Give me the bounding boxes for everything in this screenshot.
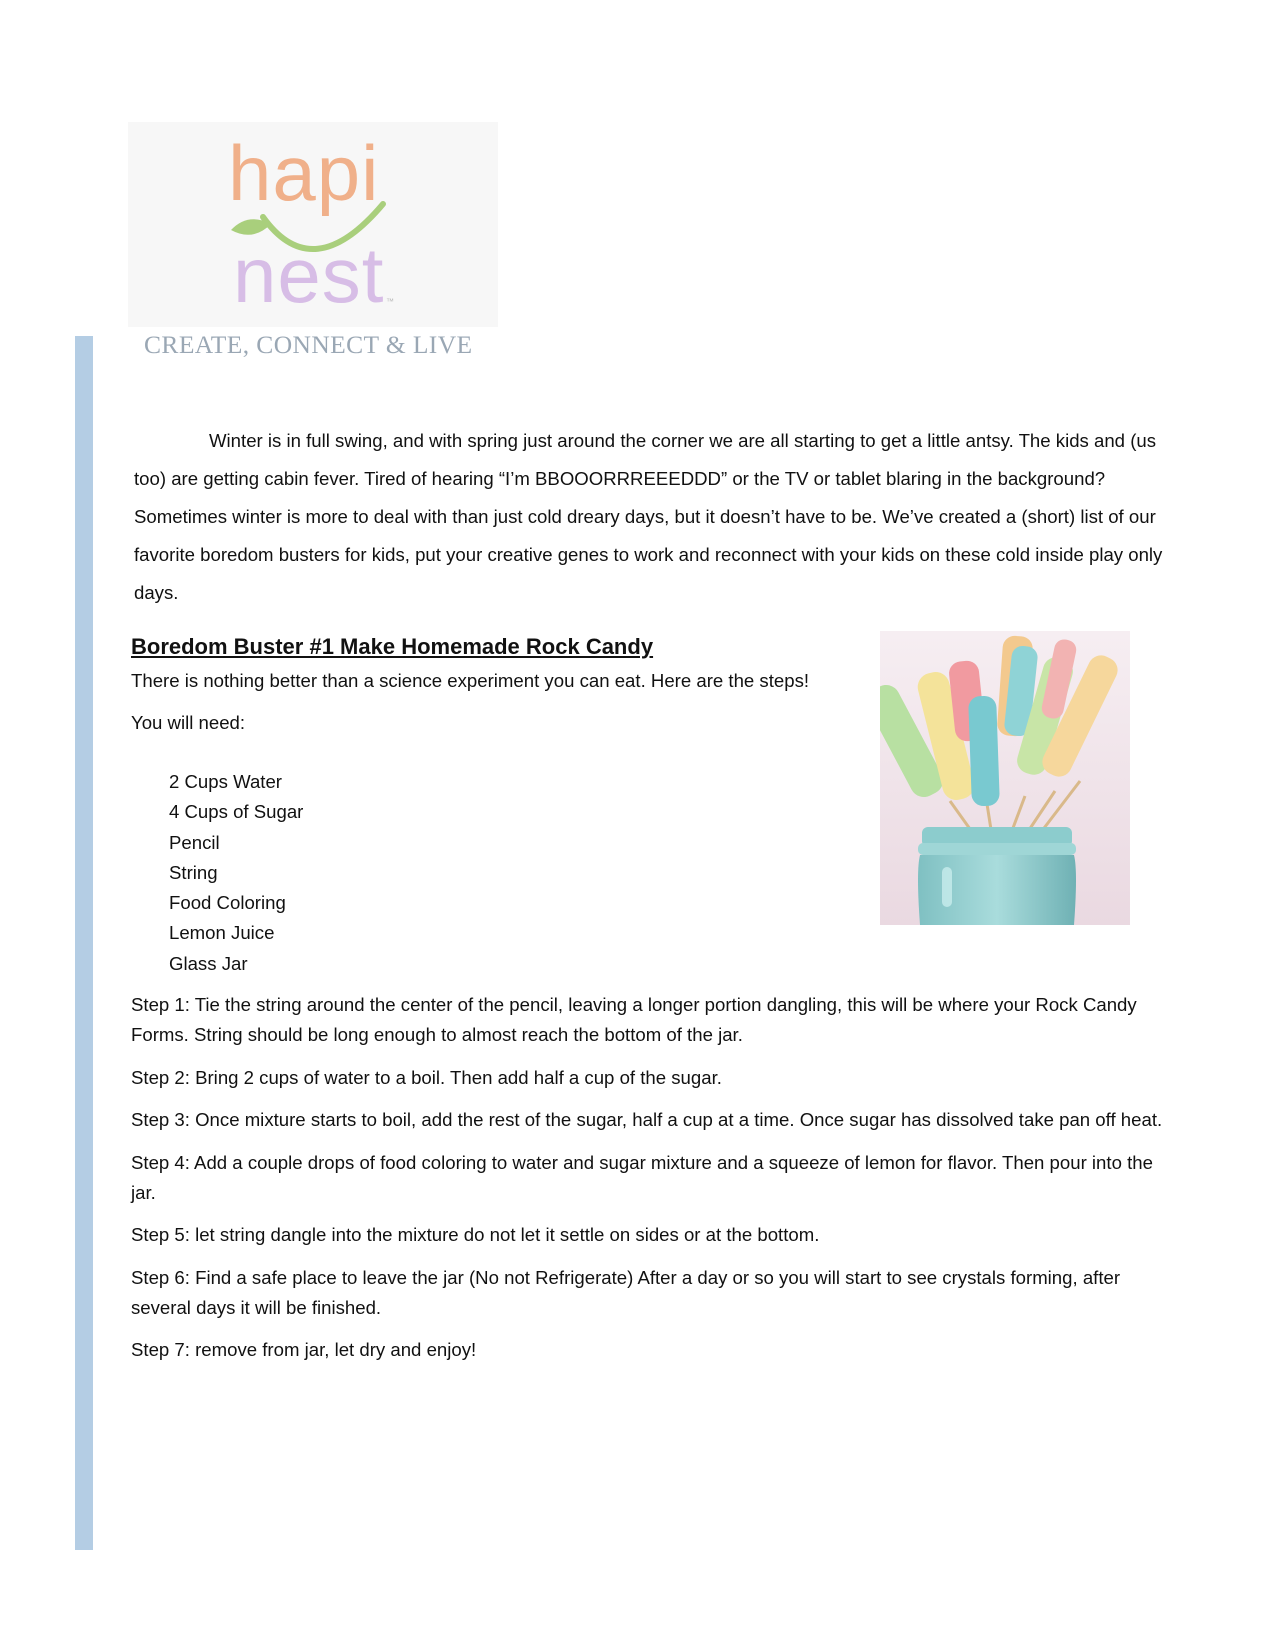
step-item: Step 6: Find a safe place to leave the jar (No not Refrigerate) After a day or so you will start to see crystals forming, after several days it will be finished.	[131, 1266, 1121, 1318]
left-accent-bar	[75, 336, 93, 1550]
logo-word-hapi	[228, 129, 379, 217]
logo-tagline: CREATE, CONNECT & LIVE	[144, 330, 473, 359]
jar-icon	[918, 827, 1076, 925]
ingredient-item: String	[169, 861, 218, 883]
step-item: Step 5: let string dangle into the mixture do not let it settle on sides or at the bottom.	[131, 1224, 820, 1245]
logo-word-nest: nest	[233, 231, 385, 319]
step-item: Step 4: Add a couple drops of food coloring to water and sugar mixture and a squeeze of lemon for flavor. Then pour into the jar.	[131, 1151, 1153, 1203]
ingredient-list	[169, 767, 303, 979]
you-will-need-label: You will need:	[131, 712, 246, 733]
ingredient-item: Glass Jar	[169, 952, 248, 974]
rock-candy-illustration	[880, 631, 1130, 925]
rock-candy-photo	[880, 631, 1130, 925]
step-list	[131, 990, 1176, 1378]
ingredient-item: 2 Cups Water	[169, 771, 282, 792]
hapi-nest-logo	[128, 122, 498, 372]
ingredient-item: Food Coloring	[169, 892, 286, 914]
ingredient-item: Pencil	[169, 831, 220, 853]
section-lead: There is nothing better than a science experiment you can eat. Here are the steps!	[131, 670, 810, 691]
ingredient-item: 4 Cups of Sugar	[169, 801, 304, 823]
step-item: Step 1: Tie the string around the center of the pencil, leaving a longer portion dangling, this will be where your Rock Candy Forms. String should be long enough to almost reach the bottom of the jar.	[131, 994, 1137, 1045]
logo-trademark: ™	[386, 297, 394, 306]
step-item: Step 7: remove from jar, let dry and enjoy!	[131, 1339, 477, 1360]
section-title: Boredom Buster #1 Make Homemade Rock Candy	[131, 634, 654, 659]
step-item: Step 2: Bring 2 cups of water to a boil. Then add half a cup of the sugar.	[131, 1066, 722, 1088]
step-item: Step 3: Once mixture starts to boil, add the rest of the sugar, half a cup at a time. Once sugar has dissolved take pan off heat.	[131, 1109, 1163, 1130]
logo-graphic	[128, 122, 498, 332]
logo-ha: hapi	[228, 129, 380, 217]
intro-paragraph: Winter is in full swing, and with spring just around the corner we are all starting to get a little antsy. The kids and (us too) are getting cabin fever. Tired of hearing “I’m BBOOORRREEEDDD” or the TV or tablet blaring in the background? Sometimes winter is more to deal with than just cold dreary days, but it doesn’t have to be. We’ve created a (short) list of our favorite boredom busters for kids, put your creative genes to work and reconnect with your kids on these cold inside play only days.	[134, 430, 1163, 603]
ingredient-item: Lemon Juice	[169, 922, 275, 944]
